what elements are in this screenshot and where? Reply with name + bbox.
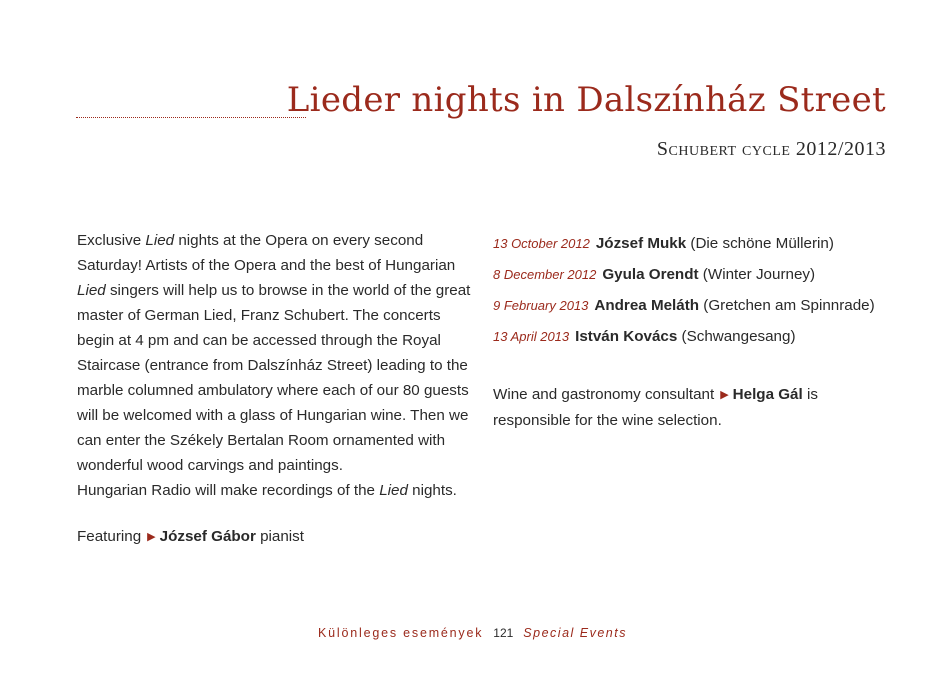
event-program: (Schwangesang) [681, 328, 796, 345]
footer-section-hu: Különleges események [318, 626, 484, 640]
featuring-line [77, 528, 304, 545]
wine-note [493, 382, 873, 433]
concert-schedule [493, 228, 875, 352]
pianist-role: pianist [260, 528, 304, 545]
consultant-name: Helga Gál [732, 386, 803, 403]
intro-text [77, 228, 477, 503]
schedule-row [493, 290, 875, 321]
schedule-row [493, 259, 875, 290]
schedule-row [493, 228, 875, 259]
event-program: (Gretchen am Spinnrade) [703, 297, 875, 314]
event-program: (Winter Journey) [702, 266, 816, 283]
wine-outro: is responsible for the wine selection. [493, 386, 818, 429]
event-performer: Andrea Meláth [594, 297, 700, 314]
play-arrow-icon: ▶ [147, 531, 156, 543]
event-performer: József Mukk [595, 235, 687, 252]
page-footer [0, 626, 945, 640]
schedule-row [493, 321, 875, 352]
featuring-label: Featuring [77, 528, 142, 545]
radio-note: Hungarian Radio will make recordings of the Lied nights. [77, 482, 457, 499]
page-title: Lieder nights in Dalszínház Street [286, 80, 886, 120]
intro-paragraph: Exclusive Lied nights at the Opera on every second Saturday! Artists of the Opera and the best of Hungarian Lied singers will help us to browse in the world of the great master of German Lied, Franz Schubert. The concerts begin at 4 pm and can be accessed through the Royal Staircase (entrance from Dalszínház Street) leading to the marble columned ambulatory where each of our 80 guests will be welcomed with a glass of Hungarian wine. Then we can enter the Székely Bertalan Room ornamented with wonderful wood carvings and paintings. [77, 232, 471, 474]
event-program: (Die schöne Müllerin) [690, 235, 834, 252]
pianist-name: József Gábor [159, 528, 256, 545]
play-arrow-icon: ▶ [720, 389, 729, 401]
page-subtitle: Schubert cycle 2012/2013 [656, 138, 886, 160]
event-performer: Gyula Orendt [602, 266, 699, 283]
page-number: 121 [493, 626, 514, 640]
event-date: 13 October 2012 [493, 236, 590, 251]
event-performer: István Kovács [575, 328, 678, 345]
event-date: 9 February 2013 [493, 298, 589, 313]
footer-section-en: Special Events [523, 626, 627, 640]
event-date: 13 April 2013 [493, 329, 570, 344]
event-date: 8 December 2012 [493, 267, 597, 282]
wine-intro: Wine and gastronomy consultant [493, 386, 715, 403]
dotted-rule [76, 117, 306, 118]
